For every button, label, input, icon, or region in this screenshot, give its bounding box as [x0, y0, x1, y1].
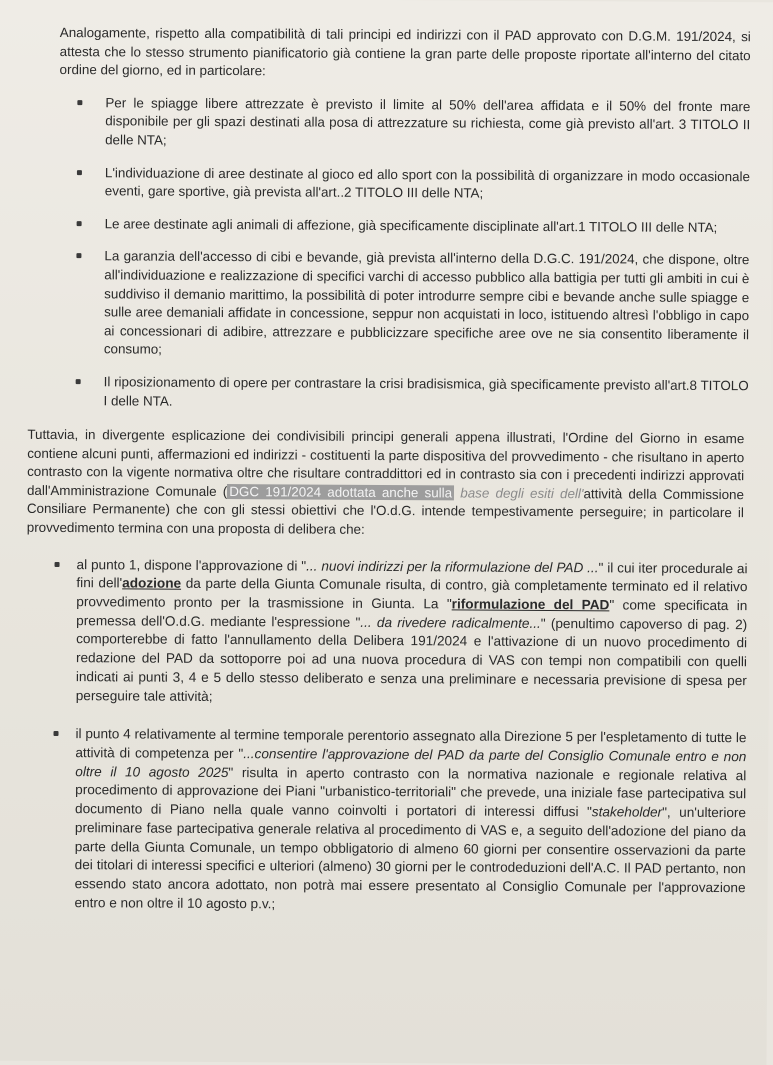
text-segment: " il cui iter procedurale ai fini dell': [76, 559, 748, 591]
existing-provisions-list: [47, 94, 750, 415]
list-item: [48, 247, 750, 363]
emphasized-text: adozione: [122, 575, 182, 592]
list-item: [49, 94, 750, 154]
list-item-text: La garanzia dell'accesso di cibi e bevande, già prevista all'interno della D.G.C. 191/2024, che dispone, oltre all'individuazione e realizzazione di specifici varchi di accesso pubblico alla battigia per tutti gli ambiti in cui è suddiviso il demanio marittimo, la possibilità di poter introdurre sempre cibi e bevande anche sulle spiagge e sulle aree demaniali affidate in concessione, seppur non acquistati in loco, istituendo altresì l'obbligo in capo ai concessionari di adibire, attrezzare e pubblicizzare specifiche aree ove ne sia consentito liberamente il consumo;: [103, 248, 750, 357]
list-item: [49, 215, 750, 238]
list-item: [47, 373, 748, 414]
bullet-icon: [77, 221, 82, 226]
text-segment: " come specificata in premessa dell'O.d.G. mediante l'espressione ": [76, 597, 748, 630]
list-item-text: L'individuazione di aree destinate al gioco ed allo sport con la possibilità di organizzare in modo occasionale eventi, gare sportive, già prevista all'art..2 TITOLO III delle NTA;: [104, 164, 750, 201]
list-item: [49, 164, 750, 205]
list-item-text: Le aree destinate agli animali di affezione, già specificamente disciplinate all'art.1 TITOLO III delle NTA;: [104, 216, 718, 235]
bullet-icon: [55, 562, 60, 567]
text-segment: da parte della Giunta Comunale risulta, di contro, già completamente terminato ed il relativo provvedimento pronto per la trasmissione in Giunta. La ": [76, 576, 748, 612]
body-text-continued: attività della Commissione Consiliare Permanente) che con gli stessi obiettivi che l'O.d.G. intende tempestivamente perseguire; in particolare il provvedimento termina con una proposta di delibera che:: [26, 486, 745, 537]
bullet-icon: [77, 170, 82, 175]
highlighted-reference: DGC 191/2024 adottata anche sulla: [229, 483, 453, 501]
text-segment: " risulta in aperto contrasto con la normativa nazionale e regionale relativa al procedimento di approvazione dei Piani "urbanistico-territoriali" che prevede, una iniziale fase partecipativa sul documento di Piano nella quale vanno coinvolti i portatori di interessi diffusi ": [75, 764, 747, 820]
bullet-icon: [53, 731, 58, 736]
emphasized-text: riformulazione del PAD: [451, 596, 610, 613]
quoted-text: ... nuovi indirizzi per la riformulazione del PAD ...: [306, 558, 599, 575]
list-item-text: Il riposizionamento di opere per contrastare la crisi bradisismica, già specificamente previsto all'art.8 TITOLO I delle NTA.: [103, 374, 749, 409]
faint-text: base degli esiti dell': [460, 485, 584, 502]
list-item-point-4: [44, 725, 746, 916]
list-item-point-1: [46, 556, 748, 710]
text-segment: ", un'ulteriore preliminare fase partecipativa generale relativa al procedimento di VAS e, a seguito dell'adozione del piano da parte della Giunta Comunale, un tempo obbligatorio di almeno 60 giorni per consentire osservazioni da parte dei titolari di interessi specifici e ulteriori (almeno) 30 giorni per le controdeduzioni dell'A.C. Il PAD pertanto, non essendo stato ancora adottato, non potrà mai essere presentato al Consiglio Comunale per l'approvazione entro e non oltre il 10 agosto p.v.;: [74, 804, 747, 911]
text-segment: " (penultimo capoverso di pag. 2) comporterebbe di fatto l'annullamento della Delibera 191/2024 e l'attivazione di un nuovo procedimento di redazione del PAD da sottoporre poi ad una nuova procedura di VAS con tempi non compatibili con quelli indicati ai punti 3, 4 e 5 dello stesso deliberato e senza una preliminare e necessaria previsione di spesa per perseguire tale attività;: [75, 615, 748, 704]
bullet-icon: [77, 100, 82, 105]
bullet-icon: [76, 379, 81, 384]
text-segment: al punto 1, dispone l'approvazione di ": [76, 556, 307, 574]
quoted-text: ... da rivedere radicalmente...: [360, 614, 541, 631]
body-text: Tuttavia, in divergente esplicazione dei condivisibili principi generali appena illustrati, l'Ordine del Giorno in esame contiene alcuni punti, affermazioni ed indirizzi - costituenti la parte dispositiva del provvedimento - che risultano in aperto contrasto con la vigente normativa oltre che risultare contraddittori ed in contrasto sia con i precedenti indirizzi approvati dall'Amministrazione Comunale (: [26, 426, 745, 499]
quoted-text: ...consentire l'approvazione del PAD da parte del Consiglio Comunale entro e non oltre il 10 agosto 2025: [75, 746, 747, 780]
body-paragraph: [27, 426, 745, 542]
contested-points-list: [44, 556, 747, 917]
intro-paragraph: Analogamente, rispetto alla compatibilità di tali principi ed indirizzi con il PAD approvato con D.G.M. 191/2024, si attesta che lo stesso strumento pianificatorio già contiene la gran parte delle proposte riportate all'interno del citato ordine del giorno, ed in particolare:: [59, 25, 751, 79]
list-item-text: Per le spiagge libere attrezzate è previsto il limite al 50% dell'area affidata e il 50% del fronte mare disponibile per gli spazi destinati alla posa di attrezzature su richiesta, come già previsto all'art. 3 TITOLO II delle NTA;: [105, 95, 751, 148]
text-segment: il punto 4 relativamente al termine temporale perentorio assegnato alla Direzione 5 per l'espletamento di tutte le attività di competenza per ": [75, 726, 747, 762]
quoted-text: stakeholder: [591, 804, 663, 820]
bullet-icon: [76, 253, 81, 258]
